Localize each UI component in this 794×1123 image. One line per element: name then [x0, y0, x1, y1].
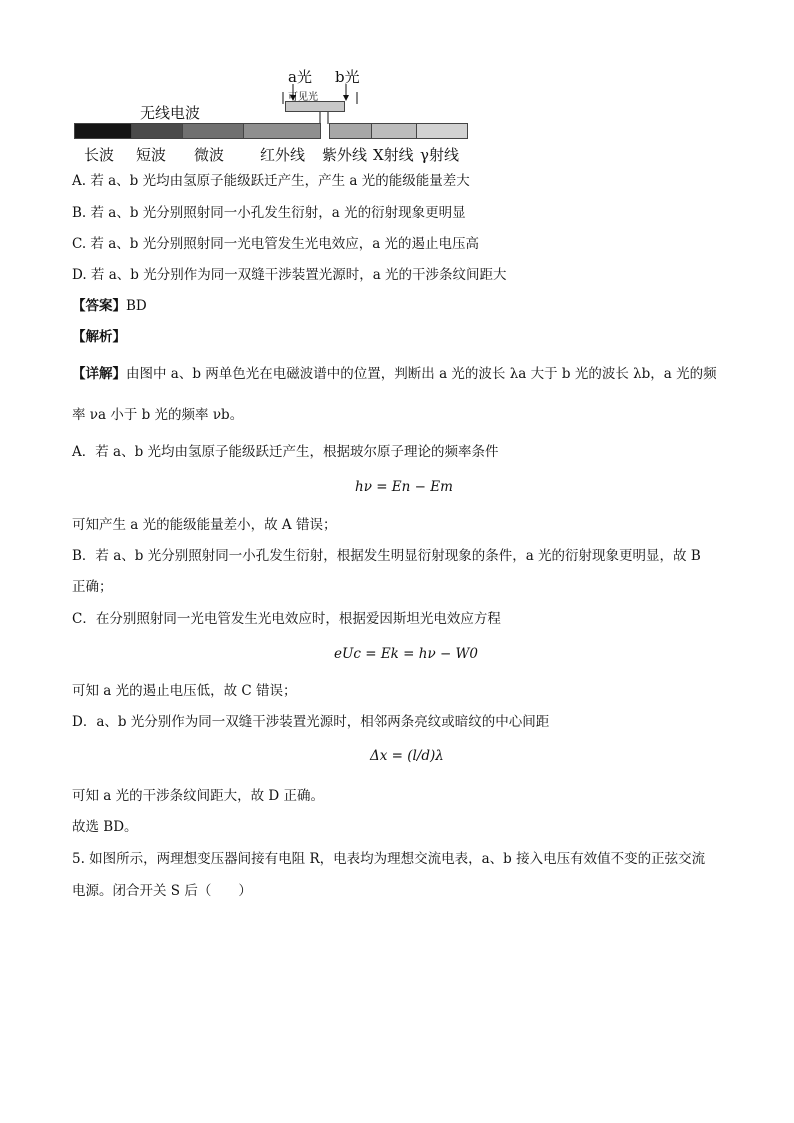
- segment-ultraviolet: [329, 123, 372, 139]
- label-xray: X射线: [373, 146, 414, 164]
- detail-line-2: 率 νa 小于 b 光的频率 νb。: [72, 407, 244, 423]
- answer-tag: 【答案】: [72, 298, 126, 314]
- b-light-label: b光: [335, 68, 360, 86]
- formula-interference: Δx = (l/d)λ: [370, 748, 444, 764]
- detail-d-line-2: 可知 a 光的干涉条纹间距大，故 D 正确。: [72, 788, 325, 804]
- radio-waves-label: 无线电波: [140, 104, 201, 122]
- answer-value: BD: [126, 298, 147, 314]
- analysis-line: [72, 328, 126, 346]
- segment-microwave: [182, 123, 244, 139]
- conclusion: 故选 BD。: [72, 819, 138, 835]
- detail-d-line-1: D．a、b 光分别作为同一双缝干涉装置光源时，相邻两条亮纹或暗纹的中心间距: [72, 714, 550, 730]
- segment-long-wave: [74, 123, 132, 139]
- segment-infrared: [243, 123, 321, 139]
- segment-gamma: [416, 123, 468, 139]
- answer-line: [72, 297, 147, 315]
- option-d: D. 若 a、b 光分别作为同一双缝干涉装置光源时，a 光的干涉条纹间距大: [72, 267, 507, 283]
- segment-short-wave: [131, 123, 183, 139]
- detail-b-line-1: B．若 a、b 光分别照射同一小孔发生衍射，根据发生明显衍射现象的条件，a 光的衍射现象更明显，故 B: [72, 548, 701, 564]
- detail-b-line-2: 正确；: [72, 579, 113, 595]
- detail-a-line-1: A．若 a、b 光均由氢原子能级跃迁产生，根据玻尔原子理论的频率条件: [72, 444, 499, 460]
- question-5-line-2: 电源。闭合开关 S 后（ ）: [72, 883, 252, 899]
- label-short-wave: 短波: [136, 146, 167, 164]
- option-a: A. 若 a、b 光均由氢原子能级跃迁产生，产生 a 光的能级能量差大: [72, 173, 470, 189]
- detail-text-1: 由图中 a、b 两单色光在电磁波谱中的位置，判断出 a 光的波长 λa 大于 b 光的波长 λb，a 光的频: [126, 366, 717, 382]
- option-b: B. 若 a、b 光分别照射同一小孔发生衍射，a 光的衍射现象更明显: [72, 205, 466, 221]
- detail-c-line-2: 可知 a 光的遏止电压低，故 C 错误；: [72, 683, 297, 699]
- label-infrared: 红外线: [260, 146, 306, 164]
- detail-line-1: [72, 365, 717, 383]
- spectrum-figure: [70, 62, 480, 162]
- analysis-tag: 【解析】: [72, 329, 126, 345]
- segment-xray: [371, 123, 417, 139]
- a-light-label: a光: [288, 68, 312, 86]
- detail-c-line-1: C．在分别照射同一光电管发生光电效应时，根据爱因斯坦光电效应方程: [72, 611, 501, 627]
- label-ultraviolet: 紫外线: [322, 146, 368, 164]
- option-c: C. 若 a、b 光分别照射同一光电管发生光电效应，a 光的遏止电压高: [72, 236, 480, 252]
- label-long-wave: 长波: [84, 146, 115, 164]
- formula-photoelectric: eUc = Ek = hν − W0: [334, 646, 479, 662]
- visible-light-label: 可见光: [288, 92, 318, 103]
- detail-tag: 【详解】: [72, 366, 126, 382]
- question-5-line-1: 5. 如图所示，两理想变压器间接有电阻 R，电表均为理想交流电表，a、b 接入电压有效值不变的正弦交流: [72, 851, 706, 867]
- label-gamma: γ射线: [420, 146, 459, 164]
- detail-a-line-2: 可知产生 a 光的能级能量差小，故 A 错误；: [72, 517, 337, 533]
- formula-bohr: hν = En − Em: [355, 479, 453, 495]
- label-microwave: 微波: [194, 146, 225, 164]
